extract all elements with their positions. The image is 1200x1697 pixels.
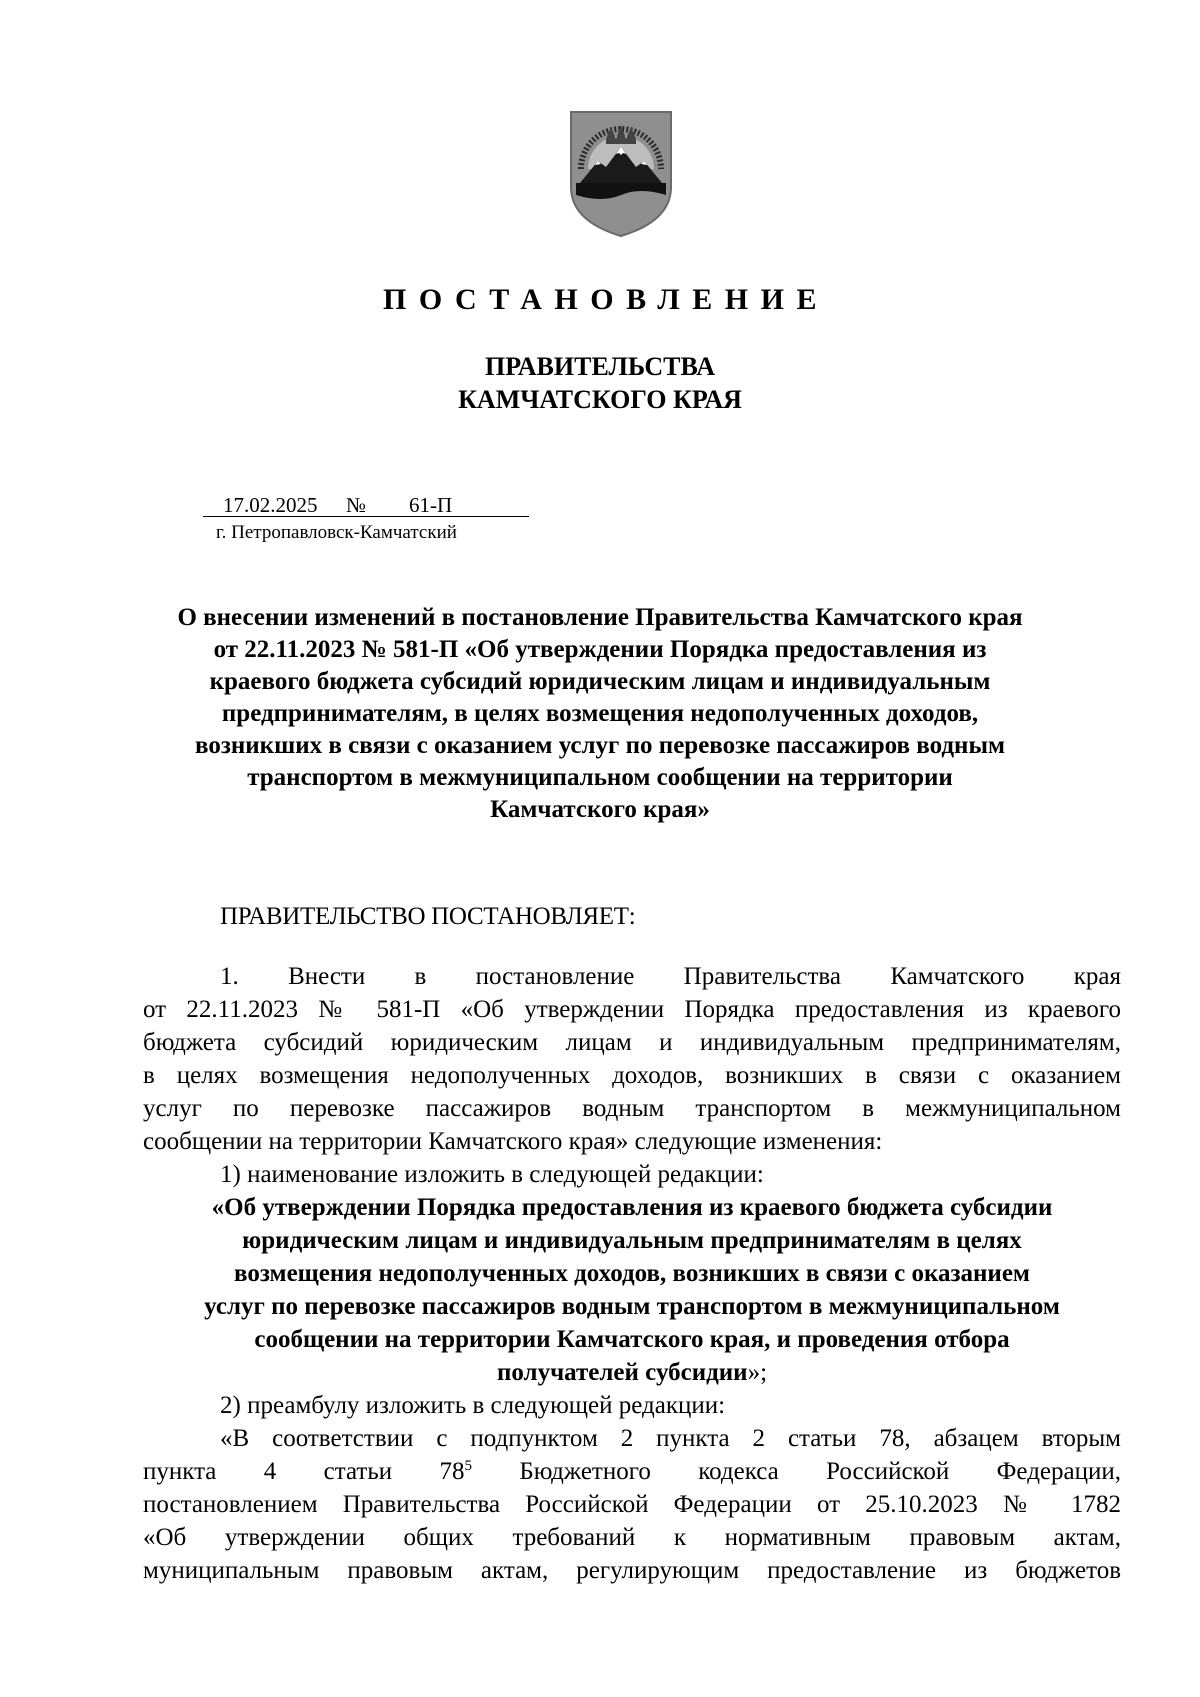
paragraph-line: «Об утверждении общих требований к нормативным правовым актам,: [143, 1524, 1121, 1551]
subject-line: транспортом в межмуниципальном сообщении на территории: [247, 764, 953, 791]
document-title: ПОСТАНОВЛЕНИЕ: [383, 283, 829, 316]
preamble-part: пункта 4 статьи 78: [143, 1458, 465, 1485]
issuing-authority: [0, 350, 1200, 416]
paragraph-line: в целях возмещения недополученных доходов, возникших в связи с оказанием: [143, 1062, 1121, 1089]
superscript: 5: [464, 1458, 473, 1474]
paragraph-line: от 22.11.2023 № 581-П «Об утверждении Порядка предоставления из краевого: [143, 996, 1121, 1023]
subject-line: от 22.11.2023 № 581-П «Об утверждении Порядка предоставления из: [213, 636, 987, 663]
document-subject: [0, 602, 1200, 826]
new-name-quote: [143, 1191, 1121, 1389]
quote-line: услуг по перевозке пассажиров водным транспортом в межмуниципальном: [204, 1293, 1060, 1320]
date-number-line: [203, 494, 529, 517]
paragraph-line: [143, 1455, 1121, 1488]
item-1: [143, 960, 1121, 1191]
authority-line-1: ПРАВИТЕЛЬСТВА: [485, 352, 715, 381]
coat-of-arms-icon: [568, 109, 674, 239]
paragraph-line: услуг по перевозке пассажиров водным транспортом в межмуниципальном: [143, 1095, 1121, 1122]
paragraph-line: бюджета субсидий юридическим лицам и индивидуальным предпринимателям,: [143, 1029, 1121, 1056]
paragraph-line: муниципальным правовым актам, регулирующим предоставление из бюджетов: [143, 1557, 1121, 1584]
quote-line: сообщении на территории Камчатского края, и проведения отбора: [254, 1326, 1010, 1353]
quote-line: возмещения недополученных доходов, возникших в связи с оказанием: [234, 1260, 1030, 1287]
item-2: [143, 1389, 1121, 1587]
authority-line-2: КАМЧАТСКОГО КРАЯ: [458, 385, 742, 414]
paragraph-line: «В соответствии с подпунктом 2 пункта 2 статьи 78, абзацем вторым: [220, 1425, 1121, 1452]
document-date: 17.02.2025: [223, 493, 318, 517]
preamble-part: Бюджетного кодекса Российской Федерации,: [472, 1458, 1121, 1485]
quote-last-bold: получателей субсидии: [496, 1359, 748, 1386]
quote-line: «Об утверждении Порядка предоставления из краевого бюджета субсидии: [211, 1194, 1053, 1221]
subject-line: краевого бюджета субсидий юридическим лицам и индивидуальным: [209, 668, 991, 695]
subject-line: возникших в связи с оказанием услуг по перевозке пассажиров водным: [195, 732, 1005, 759]
paragraph-line: 1. Внести в постановление Правительства Камчатского края: [220, 963, 1121, 990]
subitem-1: 1) наименование изложить в следующей редакции:: [220, 1161, 764, 1188]
subject-line: О внесении изменений в постановление Правительства Камчатского края: [177, 604, 1023, 631]
resolves-heading: ПРАВИТЕЛЬСТВО ПОСТАНОВЛЯЕТ:: [220, 903, 636, 930]
quote-last-tail: »;: [747, 1359, 768, 1386]
city: г. Петропавловск-Камчатский: [216, 522, 457, 543]
document-number: 61-П: [409, 493, 453, 517]
subitem-2: 2) преамбулу изложить в следующей редакции:: [220, 1392, 726, 1419]
paragraph-line: сообщении на территории Камчатского края» следующие изменения:: [143, 1128, 883, 1155]
number-sign: №: [346, 493, 367, 517]
subject-line: Камчатского края»: [490, 796, 710, 823]
paragraph-line: постановлением Правительства Российской Федерации от 25.10.2023 № 1782: [143, 1491, 1121, 1518]
subject-line: предпринимателям, в целях возмещения недополученных доходов,: [221, 700, 979, 727]
quote-line-last: [143, 1356, 1121, 1389]
quote-line: юридическим лицам и индивидуальным предпринимателям в целях: [242, 1227, 1022, 1254]
